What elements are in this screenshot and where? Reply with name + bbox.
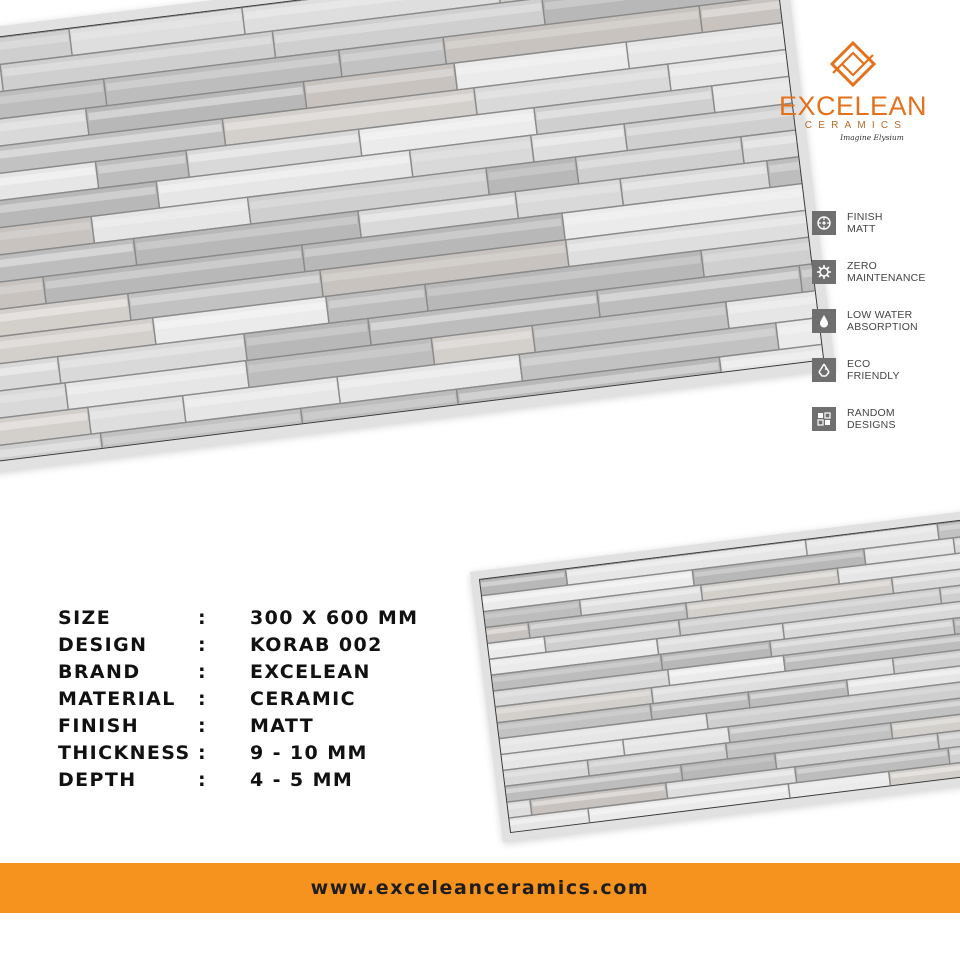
- spec-value: MATT: [250, 714, 315, 737]
- feature-item: [812, 345, 958, 394]
- water-drop-icon: [812, 309, 836, 333]
- tile-preview-small: [470, 509, 960, 842]
- spec-row: [58, 685, 418, 712]
- footer-bar: [0, 863, 960, 913]
- spec-row: [58, 631, 418, 658]
- feature-label: ZERO MAINTENANCE: [847, 259, 926, 284]
- spec-value: 9 - 10 MM: [250, 741, 368, 764]
- brand-name: EXCELEAN: [778, 91, 928, 121]
- spec-separator: :: [198, 660, 207, 683]
- spec-label: MATERIAL: [58, 687, 176, 710]
- spec-separator: :: [198, 768, 207, 791]
- spec-value: EXCELEAN: [250, 660, 371, 683]
- spec-separator: :: [198, 633, 207, 656]
- spec-value: CERAMIC: [250, 687, 356, 710]
- spec-value: KORAB 002: [250, 633, 383, 656]
- spec-label: DEPTH: [58, 768, 137, 791]
- spec-label: FINISH: [58, 714, 140, 737]
- spec-separator: :: [198, 714, 207, 737]
- brand-logo: [778, 40, 928, 150]
- tile-preview-large: [0, 0, 835, 475]
- website-link[interactable]: www.exceleanceramics.com: [310, 877, 650, 899]
- brand-subtitle: CERAMICS: [804, 120, 908, 131]
- pattern-icon: [812, 211, 836, 235]
- spec-separator: :: [198, 687, 207, 710]
- brand-tagline: Imagine Elysium: [840, 133, 904, 142]
- stone-tile-pattern: [480, 519, 960, 832]
- feature-label: LOW WATER ABSORPTION: [847, 308, 918, 333]
- spec-row: [58, 658, 418, 685]
- feature-item: [812, 296, 958, 345]
- feature-label: ECO FRIENDLY: [847, 357, 900, 382]
- spec-label: DESIGN: [58, 633, 148, 656]
- feature-list: [812, 198, 958, 443]
- spec-separator: :: [198, 741, 207, 764]
- spec-separator: :: [198, 606, 207, 629]
- feature-item: [812, 198, 958, 247]
- spec-row: [58, 604, 418, 631]
- feature-item: [812, 247, 958, 296]
- spec-row: [58, 766, 418, 793]
- spec-label: THICKNESS: [58, 741, 191, 764]
- gear-icon: [812, 260, 836, 284]
- feature-item: [812, 394, 958, 443]
- stone-tile-pattern: [0, 0, 823, 462]
- spec-label: BRAND: [58, 660, 141, 683]
- logo-diamond-icon: [820, 40, 886, 90]
- spec-value: 300 X 600 MM: [250, 606, 419, 629]
- spec-table: [58, 604, 418, 793]
- spec-value: 4 - 5 MM: [250, 768, 354, 791]
- feature-label: RANDOM DESIGNS: [847, 406, 896, 431]
- spec-row: [58, 712, 418, 739]
- grid-icon: [812, 407, 836, 431]
- recycle-icon: [812, 358, 836, 382]
- feature-label: FINISH MATT: [847, 210, 883, 235]
- spec-label: SIZE: [58, 606, 112, 629]
- spec-row: [58, 739, 418, 766]
